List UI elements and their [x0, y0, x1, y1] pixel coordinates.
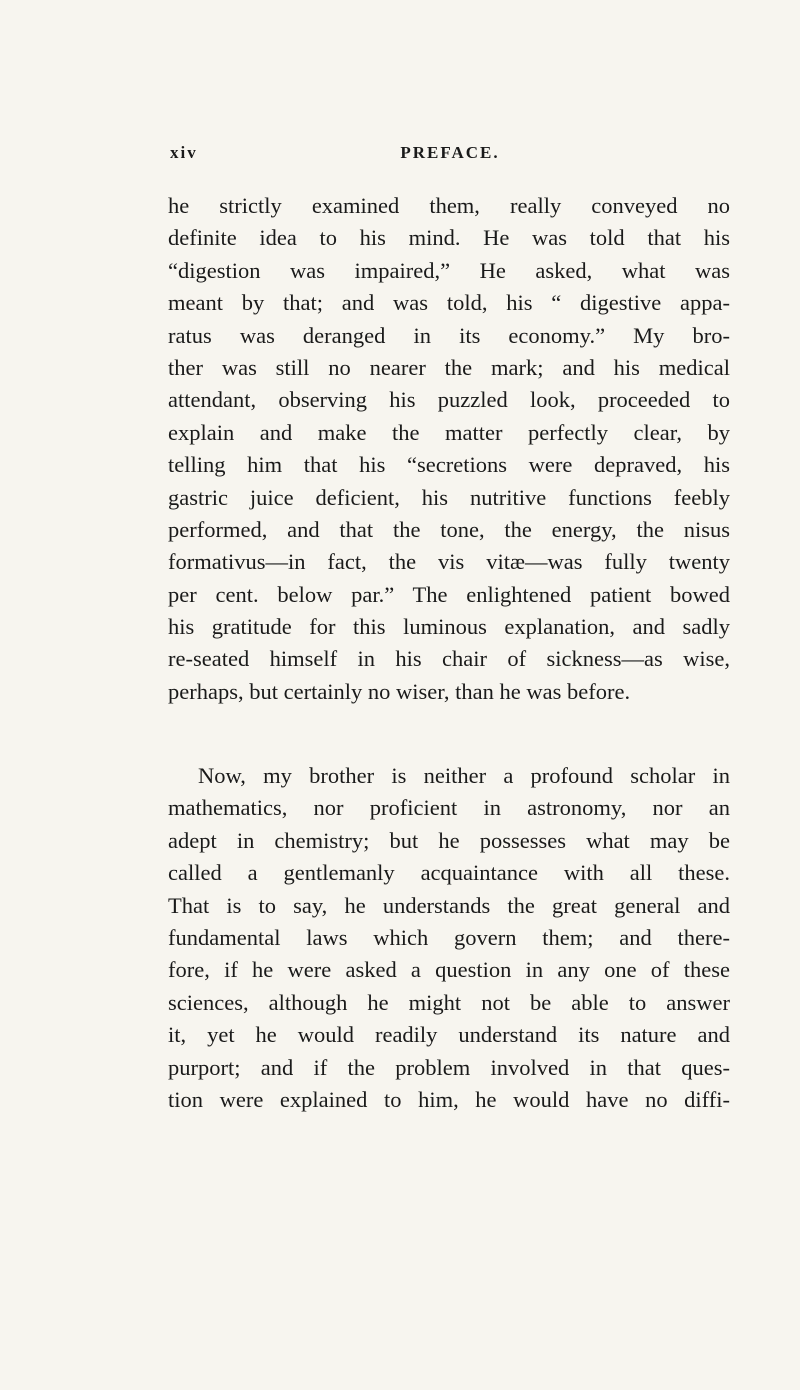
text-line: “digestion was impaired,” He asked, what was [168, 257, 730, 283]
text-line: performed, and that the tone, the energy, the nisus [168, 516, 730, 542]
page-number: xiv [170, 143, 198, 162]
text-line: That is to say, he understands the great general and [168, 892, 730, 918]
text-line: he strictly examined them, really conveyed no [168, 193, 730, 218]
paragraph-1 [168, 190, 730, 708]
text-line: ratus was deranged in its economy.” My bro- [168, 322, 730, 348]
text-line: Now, my brother is neither a profound scholar in [198, 763, 730, 788]
text-line: telling him that his “secretions were depraved, his [168, 452, 730, 478]
text-line: tion were explained to him, he would have no diffi- [168, 1086, 730, 1112]
text-line: sciences, although he might not be able to answer [168, 989, 730, 1015]
paragraph-2 [168, 760, 730, 1116]
text-line: per cent. below par.” The enlightened patient bowed [168, 581, 730, 607]
text-line: it, yet he would readily understand its nature and [168, 1022, 730, 1048]
running-header [170, 143, 730, 167]
text-line: his gratitude for this luminous explanation, and sadly [168, 614, 730, 640]
text-line: fore, if he were asked a question in any one of these [168, 957, 730, 983]
text-line: fundamental laws which govern them; and there- [168, 924, 730, 950]
text-line: definite idea to his mind. He was told that his [168, 225, 730, 251]
text-line: perhaps, but certainly no wiser, than he was before. [168, 678, 631, 704]
text-line: gastric juice deficient, his nutritive functions feebly [168, 484, 730, 510]
text-line: adept in chemistry; but he possesses what may be [168, 827, 730, 853]
text-line: explain and make the matter perfectly clear, by [168, 419, 730, 445]
text-line: formativus—in fact, the vis vitæ—was fully twenty [168, 549, 730, 575]
text-line: attendant, observing his puzzled look, proceeded to [168, 387, 730, 413]
text-line: called a gentlemanly acquaintance with all these. [168, 860, 730, 886]
text-line: ther was still no nearer the mark; and his medical [168, 354, 730, 380]
text-line: purport; and if the problem involved in that ques- [168, 1054, 730, 1080]
text-line: meant by that; and was told, his “ digestive appa- [168, 290, 730, 316]
text-line: re-seated himself in his chair of sickness—as wise, [168, 646, 730, 672]
text-line: mathematics, nor proficient in astronomy, nor an [168, 795, 730, 821]
running-title: PREFACE. [400, 143, 500, 162]
